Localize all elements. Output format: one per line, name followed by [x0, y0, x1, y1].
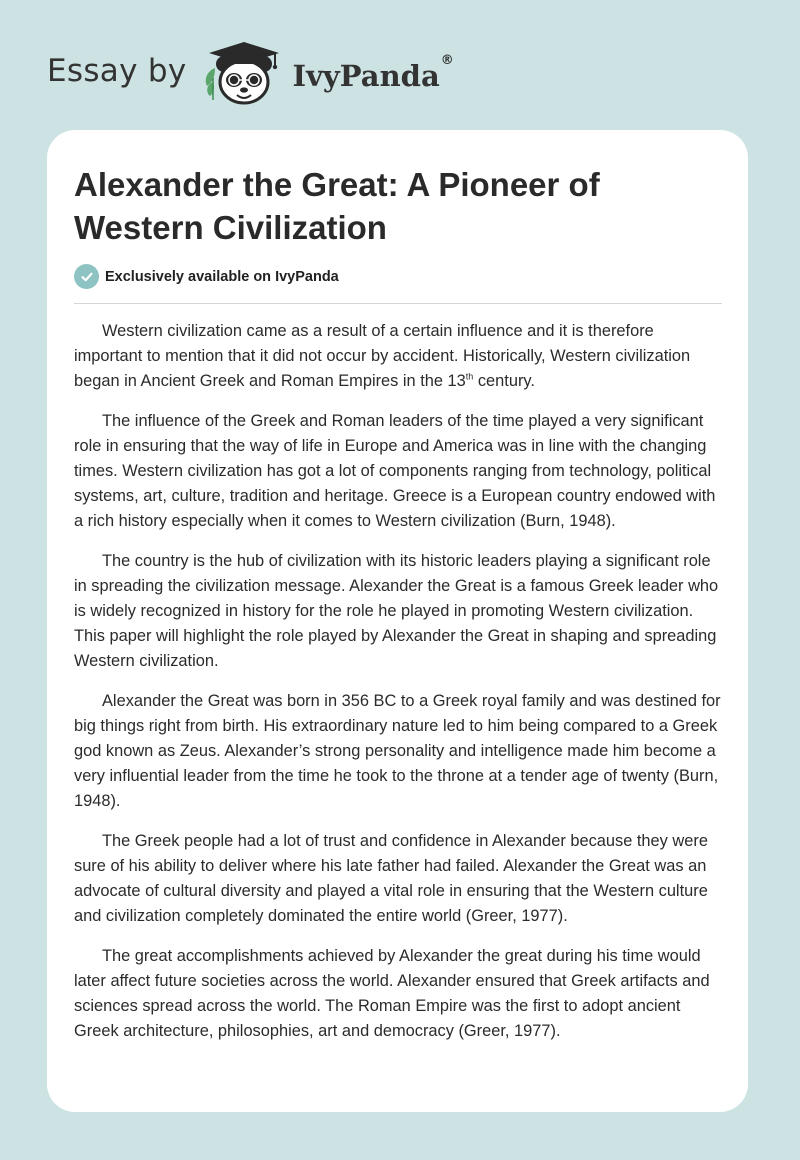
paragraph-text: century.: [473, 372, 535, 390]
registered-mark: ®: [440, 53, 454, 68]
paragraph: The country is the hub of civilization with its historic leaders playing a significant role in spreading the civilization message. Alexander the Great is a famous Greek leader who is widely recognized in history for the role he played in promoting Western civilization. This paper will highlight the role played by Alexander the Great in shaping and spreading Western civilization.: [74, 552, 719, 670]
panda-graduate-icon: [201, 38, 287, 110]
check-icon: [74, 264, 99, 289]
brand-prefix: Essay by: [47, 53, 187, 89]
paragraph-text: Western civilization came as a result of a certain influence and it is therefore important to mention that it did not occur by accident. Historically, Western civilization began in Ancient Greek and Roman Empires in the 13: [74, 322, 691, 390]
paragraph: The great accomplishments achieved by Alexander the great during his time would later affect future societies across the world. Alexander ensured that Greek artifacts and sciences spread across the world. The Roman Empire was the first to adopt ancient Greek architecture, philosophies, art and democracy (Greer, 1977).: [74, 947, 710, 1040]
paragraph: [74, 319, 724, 394]
paragraph: Alexander the Great was born in 356 BC to a Greek royal family and was destined for big things right from birth. His extraordinary nature led to him being compared to a Greek god known as Zeus. Alexander’s strong personality and intelligence made him become a very influential leader from the time he took to the throne at a tender age of twenty (Burn, 1948).: [74, 692, 721, 810]
brand-name: [292, 53, 454, 93]
brand-header[interactable]: [47, 34, 454, 114]
page-title: Alexander the Great: A Pioneer of Western Civilization: [74, 166, 600, 246]
essay-card: [47, 130, 748, 1112]
badge-text: Exclusively available on IvyPanda: [105, 268, 339, 285]
superscript: th: [465, 371, 474, 382]
exclusive-badge: [74, 264, 339, 289]
essay-body: [74, 319, 724, 1059]
divider: [74, 303, 722, 304]
paragraph: The Greek people had a lot of trust and confidence in Alexander because they were sure of his ability to deliver where his late father had failed. Alexander the Great was an advocate of cultural diversity and played a vital role in ensuring that the Western culture and civilization completely dominated the entire world (Greer, 1977).: [74, 832, 708, 925]
paragraph: The influence of the Greek and Roman leaders of the time played a very significant role in ensuring that the way of life in Europe and America was in line with the changing times. Western civilization has got a lot of components ranging from technology, political systems, art, culture, tradition and heritage. Greece is a European country endowed with a rich history especially when it comes to Western civilization (Burn, 1948).: [74, 412, 716, 530]
brand-name-text: IvyPanda: [292, 59, 440, 93]
